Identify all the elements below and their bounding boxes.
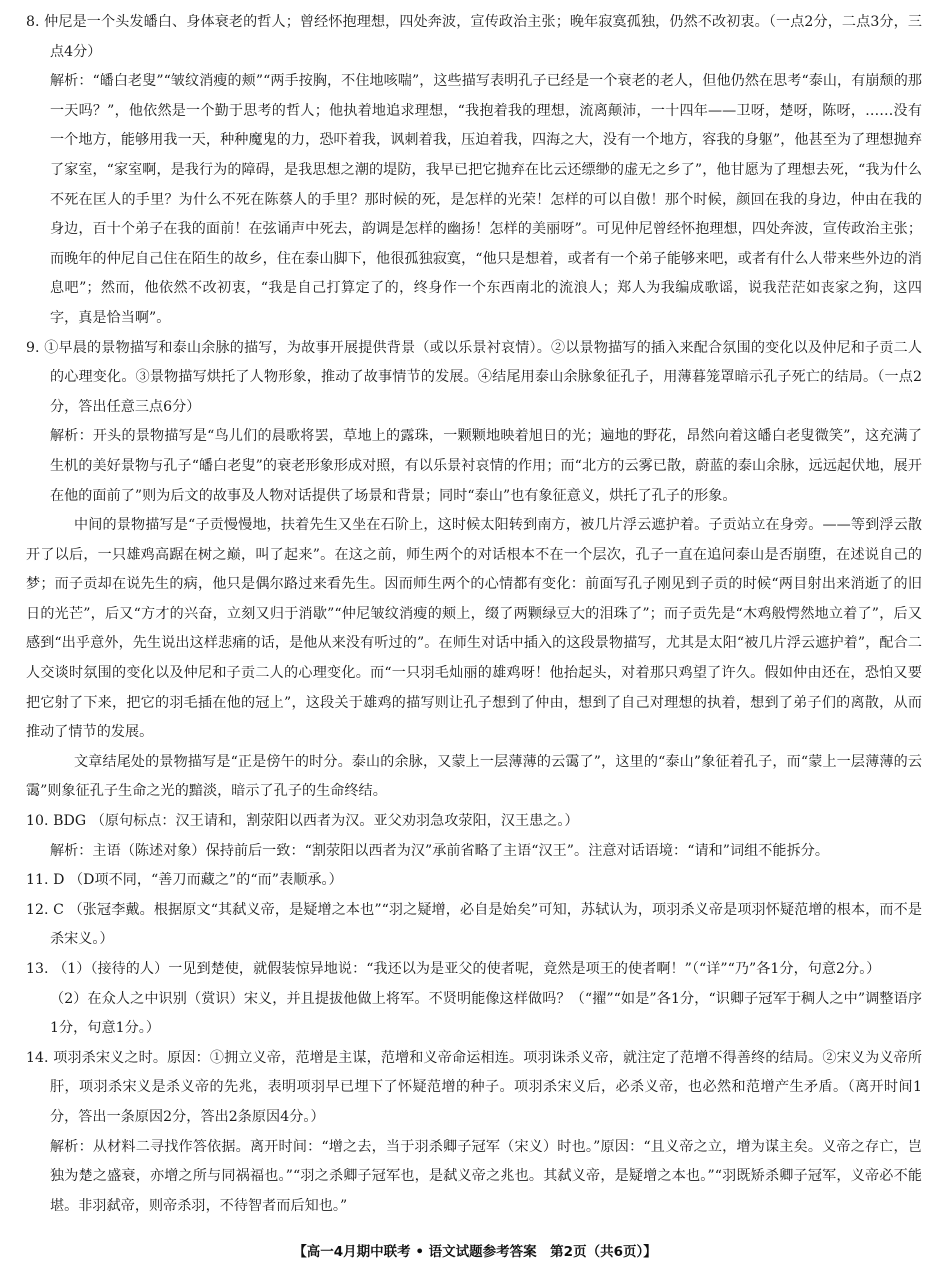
answer-key-page: [26, 8, 922, 1221]
q13-part1: 13. （1）（接待的人）一见到楚使，就假装惊异地说：“我还以为是亚父的使者呢，竟然是项王的使者啊！”（“详”“乃”各1分，句意2分。）: [26, 961, 881, 977]
q12-answer: 12. C （张冠李戴。根据原文“其弑义帝，是疑增之本也”“羽之疑增，必自是始矣”可知，苏轼认为，项羽杀义帝是项羽怀疑范增的根本，而不是杀宋义。）: [26, 901, 922, 948]
q10-answer: 10. BDG （原句标点：汉王请和，割荥阳以西者为汉。亚父劝羽急攻荥阳，汉王患之。）: [26, 813, 579, 830]
q13-part2: （2）在众人之中识别（赏识）宋义，并且提拔他做上将军。不贤明能像这样做吗？（“擢”“如是”各1分，“识卿子冠军于稠人之中”调整语序1分，句意1分。）: [50, 990, 922, 1037]
q9-answer: 9. ①早晨的景物描写和泰山余脉的描写，为故事开展提供背景（或以乐景衬哀情）。②以景物描写的插入来配合氛围的变化以及仲尼和子贡二人的心理变化。③景物描写烘托了人物形象，推动了故事情节的发展。④结尾用泰山余脉象征孔子，用薄暮笼罩暗示孔子死亡的结局。（一点2分，答出任意三点6分）: [26, 339, 922, 415]
q8-analysis: 解析：“皤白老叟”“皱纹消瘦的颊”“两手按胸，不住地咳喘”，这些描写表明孔子已经是一个衰老的老人，但他仍然在思考“泰山，有崩颓的那一天吗？”，他依然是一个勤于思考的哲人；他执着地追求理想，“我抱着我的理想，流离颠沛，一十四年——卫呀，楚呀，陈呀，……没有一个地方，能够用我一天，种种魔鬼的力，恐吓着我，讽刺着我，压迫着我，四海之大，没有一个地方，容我的身躯”，他甚至为了理想抛弃了家室，“家室啊，是我行为的障碍，是我思想之潮的堤防，我早已把它抛弃在比云还缥缈的虚无之乡了”，他甘愿为了理想去死，“我为什么不死在匡人的手里？为什么不死在陈蔡人的手里？那时候的死，是怎样的光荣！怎样的可以自傲！那个时候，颜回在我的身边，仲由在我的身边，百十个弟子在我的面前！在弦诵声中死去，韵调是怎样的幽扬！怎样的美丽呀”。可见仲尼曾经怀抱理想，四处奔波，宣传政治主张；而晚年的仲尼自己住在陌生的故乡，住在泰山脚下，他很孤独寂寞，“他只是想着，或者有一个弟子能够来吧，或者有什么人带来些外边的消息吧”；然而，他依然不改初衷，“我是自己打算定了的，终身作一个东西南北的流浪人；郑人为我编成歌谣，说我茫茫如丧家之狗，这四字，真是恰当啊”。: [50, 73, 922, 326]
q9-analysis-2: 中间的景物描写是“子贡慢慢地，扶着先生又坐在石阶上，这时候太阳转到南方，被几片浮云遮护着。子贡站立在身旁。——等到浮云散开了以后，一只雄鸡高踞在树之巅，叫了起来”。在这之前，师生两个的对话根本不在一个层次，孔子一直在追问泰山是否崩堕，在述说自己的梦；而子贡却在说先生的病，他只是偶尔路过来看先生。因而师生两个的心情都有变化：前面写孔子刚见到子贡的时候“两目射出来消逝了的旧日的光芒”，后又“方才的兴奋，立刻又归于消歇”“仲尼皱纹消瘦的颊上，缀了两颗绿豆大的泪珠了”；而子贡先是“木鸡般愕然地立着了”，后又感到“出乎意外，先生说出这样悲痛的话，是他从来没有听过的”。在师生对话中插入的这段景物描写，尤其是太阳“被几片浮云遮护着”，配合二人交谈时氛围的变化以及仲尼和子贡二人的心理变化。而“一只羽毛灿丽的雄鸡呀！他抬起头，对着那只鸡望了许久。假如仲由还在，恐怕又要把它射了下来，把它的羽毛插在他的冠上”，这段关于雄鸡的描写则让孔子想到了仲由，想到了自己对理想的执着，想到了弟子们的离散，从而推动了情节的发展。: [26, 517, 922, 741]
q9-analysis-1: 解析：开头的景物描写是“鸟儿们的晨歌将罢，草地上的露珠，一颗颗地映着旭日的光；遍地的野花，昂然向着这皤白老叟微笑”，这充满了生机的美好景物与孔子“皤白老叟”的衰老形象形成对照，有以乐景衬哀情的作用；而“北方的云雾已散，蔚蓝的泰山余脉，远远起伏地，展开在他的面前了”则为后文的故事及人物对话提供了场景和背景；同时“泰山”也有象征意义，烘托了孔子的形象。: [50, 428, 922, 504]
q10-analysis: 解析：主语（陈述对象）保持前后一致：“割荥阳以西者为汉”承前省略了主语“汉王”。注意对话语境：“请和”词组不能拆分。: [50, 842, 829, 859]
q14-answer: 14. 项羽杀宋义之时。原因：①拥立义帝，范增是主谋，范增和义帝命运相连。项羽诛杀义帝，就注定了范增不得善终的结局。②宋义为义帝所肝，项羽杀宋义是杀义帝的先兆，表明项羽早已埋下了怀疑范增的种子。项羽杀宋义后，必杀义帝，也必然和范增产生矛盾。（离开时间1分，答出一条原因2分，答出2条原因4分。）: [26, 1049, 922, 1125]
q11-answer: 11. D （D项不同，“善刀而藏之”的“而”表顺承。）: [26, 872, 343, 889]
q8-answer: 8. 仲尼是一个头发皤白、身体衰老的哲人；曾经怀抱理想，四处奔波，宣传政治主张；晚年寂寞孤独，仍然不改初衷。（一点2分，二点3分，三点4分）: [26, 14, 922, 60]
q9-analysis-3: 文章结尾处的景物描写是“正是傍午的时分。泰山的余脉，又蒙上一层薄薄的云霭了”，这里的“泰山”象征着孔子，而“蒙上一层薄薄的云霭”则象征孔子生命之光的黯淡，暗示了孔子的生命终结。: [26, 753, 922, 800]
q14-analysis: 解析：从材料二寻找作答依据。离开时间：“增之去，当于羽杀卿子冠军（宋义）时也。”原因：“且义帝之立，增为谋主矣。义帝之存亡，岂独为楚之盛衰，亦增之所与同祸福也。”“羽之杀卿子冠军也，是弑义帝之兆也。其弑义帝，是疑增之本也。”“羽既矫杀卿子冠军，义帝必不能堪。非羽弑帝，则帝杀羽，不待智者而后知也。”: [50, 1138, 922, 1214]
page-footer: 【高一4月期中联考 • 语文试题参考答案 第2页（共6页）】: [293, 1244, 657, 1260]
